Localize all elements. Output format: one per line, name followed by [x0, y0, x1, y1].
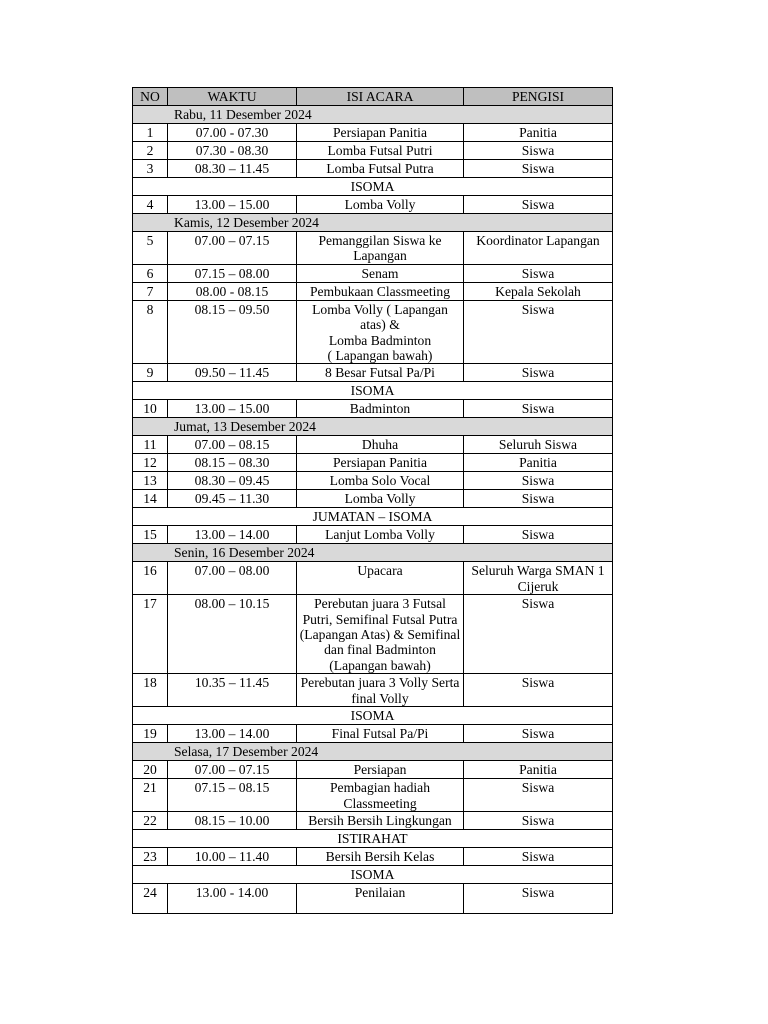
table-row — [133, 282, 613, 300]
day-header-row — [133, 214, 613, 232]
cell-time: 08.30 – 11.45 — [168, 160, 297, 178]
cell-no: 19 — [133, 725, 168, 743]
table-row — [133, 124, 613, 142]
day-header-row — [133, 106, 613, 124]
cell-no: 3 — [133, 160, 168, 178]
cell-event: Pemanggilan Siswa ke Lapangan — [297, 232, 464, 265]
cell-time: 07.00 – 07.15 — [168, 232, 297, 265]
cell-event: Upacara — [297, 562, 464, 595]
break-label: ISOMA — [133, 707, 613, 725]
cell-event: 8 Besar Futsal Pa/Pi — [297, 364, 464, 382]
cell-time: 08.30 – 09.45 — [168, 472, 297, 490]
cell-event: Lomba Volly — [297, 196, 464, 214]
cell-by: Koordinator Lapangan — [464, 232, 613, 265]
cell-time: 07.15 – 08.00 — [168, 264, 297, 282]
cell-by: Siswa — [464, 160, 613, 178]
cell-no: 15 — [133, 526, 168, 544]
cell-time: 13.00 – 15.00 — [168, 400, 297, 418]
break-label: JUMATAN – ISOMA — [133, 508, 613, 526]
day-label: Rabu, 11 Desember 2024 — [133, 106, 613, 124]
cell-no: 24 — [133, 883, 168, 913]
cell-event: Persiapan Panitia — [297, 454, 464, 472]
cell-no: 1 — [133, 124, 168, 142]
cell-by: Siswa — [464, 725, 613, 743]
cell-time: 07.00 - 07.30 — [168, 124, 297, 142]
cell-no: 17 — [133, 595, 168, 674]
cell-time: 08.15 – 10.00 — [168, 811, 297, 829]
cell-no: 21 — [133, 779, 168, 812]
cell-by: Siswa — [464, 196, 613, 214]
cell-by: Siswa — [464, 526, 613, 544]
cell-time: 08.00 – 10.15 — [168, 595, 297, 674]
cell-by: Panitia — [464, 454, 613, 472]
cell-no: 8 — [133, 300, 168, 364]
break-row — [133, 707, 613, 725]
table-row — [133, 562, 613, 595]
cell-event: Lanjut Lomba Volly — [297, 526, 464, 544]
break-label: ISOMA — [133, 382, 613, 400]
day-label: Senin, 16 Desember 2024 — [133, 544, 613, 562]
cell-event: Pembagian hadiah Classmeeting — [297, 779, 464, 812]
cell-by: Siswa — [464, 142, 613, 160]
table-row — [133, 364, 613, 382]
cell-event: Pembukaan Classmeeting — [297, 282, 464, 300]
day-header-row — [133, 418, 613, 436]
table-row — [133, 454, 613, 472]
cell-by: Siswa — [464, 264, 613, 282]
cell-event: Lomba Futsal Putra — [297, 160, 464, 178]
cell-event: Final Futsal Pa/Pi — [297, 725, 464, 743]
cell-time: 07.15 – 08.15 — [168, 779, 297, 812]
cell-no: 13 — [133, 472, 168, 490]
table-row — [133, 300, 613, 364]
cell-event: Perebutan juara 3 Futsal Putri, Semifinal Futsal Putra (Lapangan Atas) & Semifinal dan final Badminton (Lapangan bawah) — [297, 595, 464, 674]
cell-by: Seluruh Siswa — [464, 436, 613, 454]
cell-no: 23 — [133, 847, 168, 865]
break-label: ISOMA — [133, 178, 613, 196]
cell-no: 2 — [133, 142, 168, 160]
cell-by: Siswa — [464, 472, 613, 490]
cell-no: 20 — [133, 761, 168, 779]
cell-by: Siswa — [464, 595, 613, 674]
table-row — [133, 196, 613, 214]
cell-time: 07.00 – 08.00 — [168, 562, 297, 595]
cell-event: Senam — [297, 264, 464, 282]
table-row — [133, 674, 613, 707]
table-row — [133, 761, 613, 779]
break-row — [133, 865, 613, 883]
cell-time: 13.00 - 14.00 — [168, 883, 297, 913]
table-body — [133, 106, 613, 914]
cell-by: Siswa — [464, 674, 613, 707]
cell-by: Siswa — [464, 811, 613, 829]
cell-event: Bersih Bersih Lingkungan — [297, 811, 464, 829]
cell-by: Siswa — [464, 364, 613, 382]
cell-no: 14 — [133, 490, 168, 508]
table-row — [133, 490, 613, 508]
table-row — [133, 847, 613, 865]
table-row — [133, 264, 613, 282]
cell-time: 07.00 – 08.15 — [168, 436, 297, 454]
cell-by: Siswa — [464, 847, 613, 865]
header-by: PENGISI — [464, 88, 613, 106]
cell-time: 08.15 – 08.30 — [168, 454, 297, 472]
cell-by: Siswa — [464, 490, 613, 508]
cell-time: 08.00 - 08.15 — [168, 282, 297, 300]
cell-time: 09.50 – 11.45 — [168, 364, 297, 382]
cell-time: 13.00 – 14.00 — [168, 725, 297, 743]
break-row — [133, 178, 613, 196]
table-row — [133, 160, 613, 178]
day-label: Kamis, 12 Desember 2024 — [133, 214, 613, 232]
break-row — [133, 382, 613, 400]
cell-event: Bersih Bersih Kelas — [297, 847, 464, 865]
header-no: NO — [133, 88, 168, 106]
cell-by: Panitia — [464, 761, 613, 779]
cell-event: Dhuha — [297, 436, 464, 454]
cell-event: Lomba Solo Vocal — [297, 472, 464, 490]
cell-event: Persiapan Panitia — [297, 124, 464, 142]
table-row — [133, 472, 613, 490]
cell-no: 5 — [133, 232, 168, 265]
table-header — [133, 88, 613, 106]
cell-by: Kepala Sekolah — [464, 282, 613, 300]
table-row — [133, 811, 613, 829]
cell-time: 10.00 – 11.40 — [168, 847, 297, 865]
cell-time: 13.00 – 15.00 — [168, 196, 297, 214]
cell-no: 11 — [133, 436, 168, 454]
cell-time: 07.00 – 07.15 — [168, 761, 297, 779]
table-row — [133, 779, 613, 812]
day-header-row — [133, 743, 613, 761]
cell-event: Persiapan — [297, 761, 464, 779]
header-row — [133, 88, 613, 106]
table-row — [133, 232, 613, 265]
day-label: Jumat, 13 Desember 2024 — [133, 418, 613, 436]
table-row — [133, 725, 613, 743]
cell-time: 09.45 – 11.30 — [168, 490, 297, 508]
day-label: Selasa, 17 Desember 2024 — [133, 743, 613, 761]
cell-event: Lomba Volly ( Lapangan atas) & Lomba Badminton ( Lapangan bawah) — [297, 300, 464, 364]
cell-time: 08.15 – 09.50 — [168, 300, 297, 364]
schedule-table — [132, 87, 613, 914]
cell-no: 7 — [133, 282, 168, 300]
break-label: ISTIRAHAT — [133, 829, 613, 847]
cell-by: Siswa — [464, 779, 613, 812]
cell-time: 10.35 – 11.45 — [168, 674, 297, 707]
cell-by: Panitia — [464, 124, 613, 142]
cell-time: 07.30 - 08.30 — [168, 142, 297, 160]
cell-by: Siswa — [464, 300, 613, 364]
header-event: ISI ACARA — [297, 88, 464, 106]
cell-time: 13.00 – 14.00 — [168, 526, 297, 544]
cell-no: 22 — [133, 811, 168, 829]
cell-event: Lomba Futsal Putri — [297, 142, 464, 160]
cell-event: Lomba Volly — [297, 490, 464, 508]
cell-no: 9 — [133, 364, 168, 382]
header-time: WAKTU — [168, 88, 297, 106]
table-row — [133, 883, 613, 913]
cell-event: Perebutan juara 3 Volly Serta final Volly — [297, 674, 464, 707]
cell-no: 4 — [133, 196, 168, 214]
cell-event: Penilaian — [297, 883, 464, 913]
break-row — [133, 829, 613, 847]
cell-no: 12 — [133, 454, 168, 472]
cell-by: Siswa — [464, 883, 613, 913]
break-row — [133, 508, 613, 526]
cell-no: 6 — [133, 264, 168, 282]
cell-by: Seluruh Warga SMAN 1 Cijeruk — [464, 562, 613, 595]
cell-by: Siswa — [464, 400, 613, 418]
break-label: ISOMA — [133, 865, 613, 883]
cell-no: 16 — [133, 562, 168, 595]
cell-no: 18 — [133, 674, 168, 707]
table-row — [133, 595, 613, 674]
table-row — [133, 436, 613, 454]
table-row — [133, 400, 613, 418]
day-header-row — [133, 544, 613, 562]
cell-no: 10 — [133, 400, 168, 418]
table-row — [133, 142, 613, 160]
cell-event: Badminton — [297, 400, 464, 418]
table-row — [133, 526, 613, 544]
